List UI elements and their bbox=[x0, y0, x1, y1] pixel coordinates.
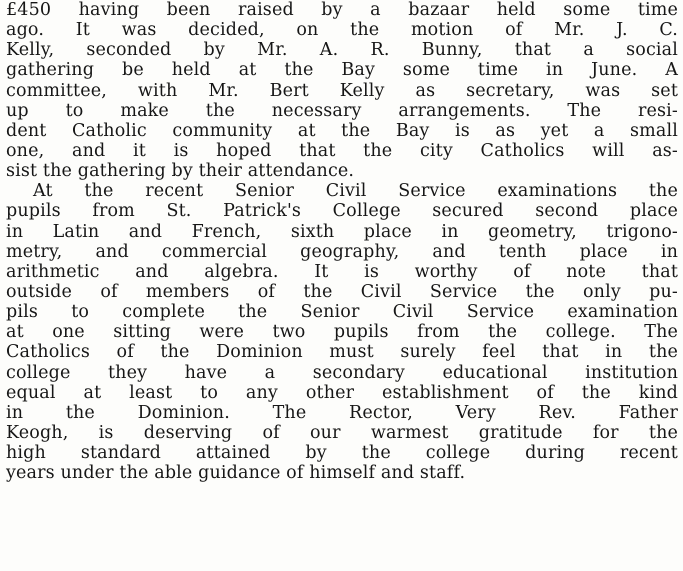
text-line: dent Catholic community at the Bay is as yet a small bbox=[6, 120, 678, 141]
text-line: at one sitting were two pupils from the college. The bbox=[6, 322, 678, 343]
text-line: years under the able guidance of himself and staff. bbox=[6, 463, 466, 484]
text-line: ago. It was decided, on the motion of Mr. J. C. bbox=[6, 20, 678, 41]
text-line: in the Dominion. The Rector, Very Rev. Father bbox=[6, 402, 678, 423]
text-line: in Latin and French, sixth place in geometry, trigono- bbox=[6, 221, 678, 242]
text-line: committee, with Mr. Bert Kelly as secretary, was set bbox=[6, 80, 678, 101]
text-line: Keogh, is deserving of our warmest gratitude for the bbox=[6, 422, 678, 443]
text-line: gathering be held at the Bay some time in June. A bbox=[6, 60, 678, 81]
text-line: £450 having been raised by a bazaar held some time bbox=[6, 0, 678, 20]
paragraph-bazaar bbox=[6, 0, 678, 181]
text-line: pupils from St. Patrick's College secured second place bbox=[6, 201, 678, 222]
text-line: pils to complete the Senior Civil Service examination bbox=[6, 302, 678, 323]
text-line: outside of members of the Civil Service the only pu- bbox=[6, 281, 678, 302]
text-line: sist the gathering by their attendance. bbox=[6, 161, 355, 182]
text-line: At the recent Senior Civil Service examinations the bbox=[33, 181, 678, 202]
text-line: college they have a secondary educational institution bbox=[6, 362, 678, 383]
text-line: Kelly, seconded by Mr. A. R. Bunny, that a social bbox=[6, 40, 678, 61]
text-line: high standard attained by the college during recent bbox=[6, 443, 678, 464]
text-line: one, and it is hoped that the city Catholics will as- bbox=[6, 140, 678, 161]
text-line: equal at least to any other establishment of the kind bbox=[6, 382, 678, 403]
text-line: Catholics of the Dominion must surely feel that in the bbox=[6, 342, 678, 363]
text-line: arithmetic and algebra. It is worthy of note that bbox=[6, 261, 678, 282]
text-line: metry, and commercial geography, and tenth place in bbox=[6, 241, 678, 262]
article-column bbox=[6, 0, 678, 483]
paragraph-examinations bbox=[6, 181, 678, 483]
text-line: up to make the necessary arrangements. The resi- bbox=[6, 100, 678, 121]
